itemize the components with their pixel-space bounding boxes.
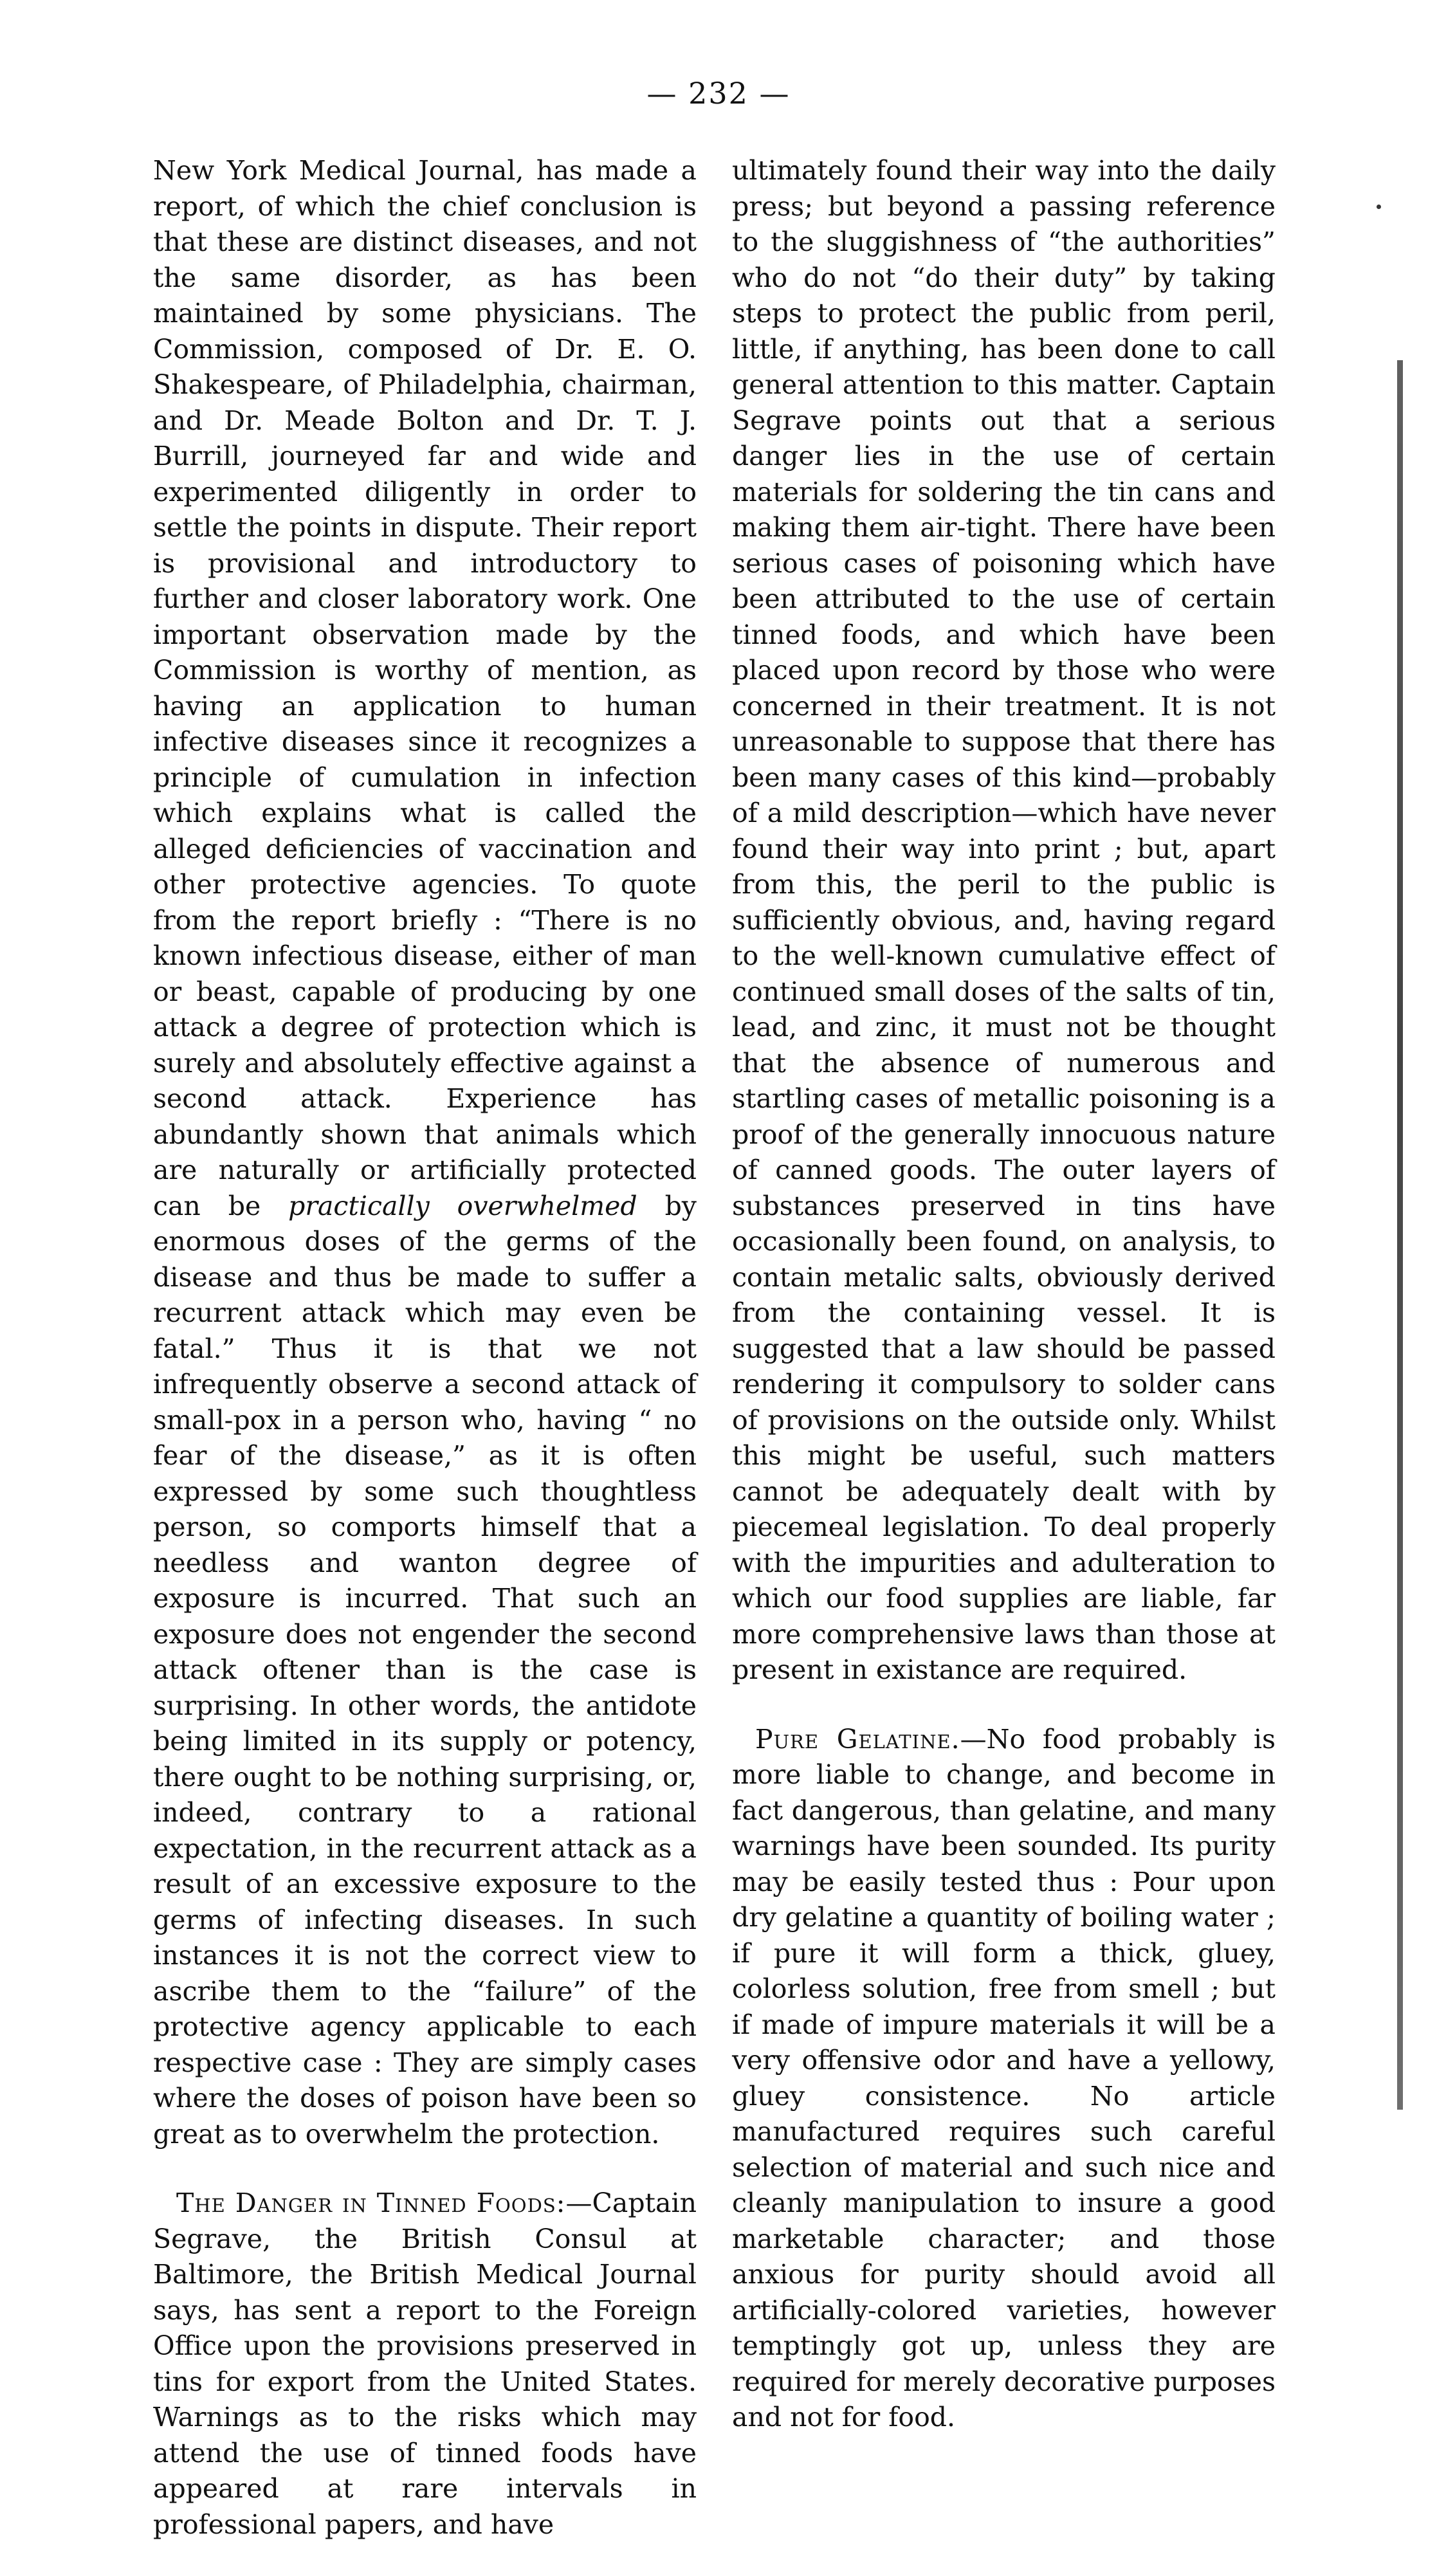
paragraph-text: —No food probably is more liable to change, and become in fact dangerous, than gelatine, and many warnings have been sounded. Its purity may be easily tested thus : Pour upon dry gelatine a quantity of boiling water ; if pure it will form a thick, gluey, colorless solution, free from smell ; but if made of impure materials it will be a very offensive odor and have a yellowy, gluey consistence. No article manufactured requires such careful selection of material and such nice and cleanly manipulation to insure a good marketable character; and those anxious for purity should avoid all artificially-colored varieties, however temptingly got up, unless they are required for merely decorative purposes and not for food.	[732, 1723, 1276, 2433]
paragraph-text: ultimately found their way into the daily press; but beyond a passing reference to the sluggishness of “the authorities” who do not “do their duty” by taking steps to protect the public from peril, little, if anything, has been done to call general attention to this matter. Captain Segrave points out that a serious danger lies in the use of certain materials for soldering the tin cans and making them air-tight. There have been serious cases of poisoning which have been attributed to the use of certain tinned foods, and which have been placed upon record by those who were concerned in their treatment. It is not unreasonable to suppose that there has been many cases of this kind—probably of a mild description—which have never found their way into print ; but, apart from this, the peril to the public is sufficiently obvious, and, having regard to the well-known cumulative effect of continued small doses of the salts of tin, lead, and zinc, it must not be thought that the absence of numerous and startling cases of metallic poisoning is a proof of the generally innocuous nature of canned goods. The outer layers of substances preserved in tins have occasionally been found, on analysis, to contain metalic salts, obviously derived from the containing vessel. It is suggested that a law should be passed rendering it compulsory to solder cans of provisions on the outside only. Whilst this might be useful, such matters cannot be adequately dealt with by piecemeal legislation. To deal properly with the impurities and adulteration to which our food supplies are liable, far more comprehensive laws than those at present in existance are required.	[732, 155, 1276, 1685]
scan-speck	[1377, 205, 1381, 209]
paragraph-text-continued: by enormous doses of the germs of the disease and thus be made to suffer a recurrent attack which may even be fatal.” Thus it is that we not infrequently observe a second attack of small-pox in a person who, having “ no fear of the disease,” as it is often expressed by some such thoughtless person, so comports himself that a needless and wanton degree of exposure is incurred. That such an exposure does not engender the second attack oftener than is the case is surprising. In other words, the antidote being limited in its supply or potency, there ought to be nothing surprising, or, indeed, contrary to a rational expectation, in the recurrent attack as a result of an excessive exposure to the germs of infecting diseases. In such instances it is not the correct view to ascribe them to the “failure” of the protective agency applicable to each respective case : They are simply cases where the doses of poison have been so great as to overwhelm the protection.	[153, 1190, 697, 2150]
article-paragraph-pure-gelatine	[732, 1722, 1276, 2436]
left-column	[153, 153, 697, 2576]
paragraph-text: —Captain Segrave, the British Consul at Baltimore, the British Medical Journal says, has sent a report to the Foreign Office upon the provisions preserved in tins for export from the United States. Warnings as to the risks which may attend the use of tinned foods have appeared at rare intervals in professional papers, and have	[153, 2188, 697, 2540]
article-paragraph-commission-report	[153, 153, 697, 2152]
article-paragraph-tinned-foods	[153, 2186, 697, 2543]
article-paragraph-tinned-foods-continued	[732, 153, 1276, 1688]
emphasized-phrase: practically overwhelmed	[288, 1190, 637, 1221]
page-edge-rule	[1397, 360, 1403, 2110]
paragraph-text: New York Medical Journal, has made a report, of which the chief conclusion is that these are distinct diseases, and not the same disorder, as has been maintained by some physicians. The Commission, composed of Dr. E. O. Shakespeare, of Philadelphia, chairman, and Dr. Meade Bolton and Dr. T. J. Burrill, journeyed far and wide and experimented diligently in order to settle the points in dispute. Their report is provisional and introductory to further and closer laboratory work. One important observation made by the Commission is worthy of mention, as having an application to human infective diseases since it recognizes a principle of cumulation in infection which explains what is called the alleged deficiencies of vaccination and other protective agencies. To quote from the report briefly : “There is no known infectious disease, either of man or beast, capable of producing by one attack a degree of protection which is surely and absolutely effective against a second attack. Experience has abundantly shown that animals which are naturally or artificially protected can be	[153, 155, 697, 1221]
section-heading-tinned-foods: The Danger in Tinned Foods:	[176, 2188, 566, 2218]
section-heading-pure-gelatine: Pure Gelatine.	[755, 1723, 960, 1755]
right-column	[732, 153, 1276, 2469]
page-number: — 232 —	[646, 76, 791, 111]
